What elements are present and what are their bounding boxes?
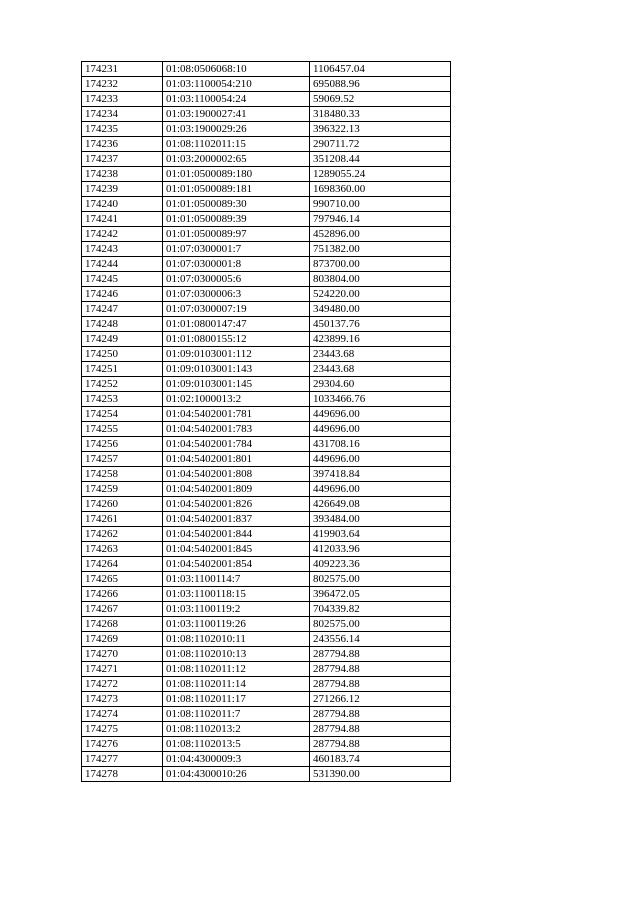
- table-row: [82, 182, 451, 197]
- table-row: [82, 242, 451, 257]
- table-row: [82, 662, 451, 677]
- table-row: [82, 257, 451, 272]
- record-id-cell: 174242: [82, 227, 163, 242]
- cadastral-number-cell: 01:04:5402001:783: [163, 422, 310, 437]
- value-cell: 1289055.24: [310, 167, 451, 182]
- value-cell: 271266.12: [310, 692, 451, 707]
- cadastral-number-cell: 01:04:5402001:784: [163, 437, 310, 452]
- table-row: [82, 317, 451, 332]
- cadastral-number-cell: 01:01:0500089:180: [163, 167, 310, 182]
- cadastral-number-cell: 01:04:5402001:854: [163, 557, 310, 572]
- record-id-cell: 174278: [82, 767, 163, 782]
- record-id-cell: 174245: [82, 272, 163, 287]
- table-row: [82, 752, 451, 767]
- cadastral-number-cell: 01:02:1000013:2: [163, 392, 310, 407]
- cadastral-number-cell: 01:04:4300010:26: [163, 767, 310, 782]
- table-row: [82, 377, 451, 392]
- cadastral-number-cell: 01:03:1900029:26: [163, 122, 310, 137]
- value-cell: 449696.00: [310, 482, 451, 497]
- record-id-cell: 174275: [82, 722, 163, 737]
- cadastral-number-cell: 01:01:0500089:30: [163, 197, 310, 212]
- record-id-cell: 174257: [82, 452, 163, 467]
- value-cell: 449696.00: [310, 452, 451, 467]
- record-id-cell: 174258: [82, 467, 163, 482]
- table-row: [82, 737, 451, 752]
- value-cell: 873700.00: [310, 257, 451, 272]
- cadastral-number-cell: 01:03:2000002:65: [163, 152, 310, 167]
- record-id-cell: 174256: [82, 437, 163, 452]
- record-id-cell: 174243: [82, 242, 163, 257]
- cadastral-number-cell: 01:08:1102011:12: [163, 662, 310, 677]
- value-cell: 751382.00: [310, 242, 451, 257]
- record-id-cell: 174234: [82, 107, 163, 122]
- value-cell: 704339.82: [310, 602, 451, 617]
- record-id-cell: 174273: [82, 692, 163, 707]
- table-row: [82, 122, 451, 137]
- value-cell: 803804.00: [310, 272, 451, 287]
- record-id-cell: 174249: [82, 332, 163, 347]
- record-id-cell: 174241: [82, 212, 163, 227]
- table-row: [82, 512, 451, 527]
- cadastral-number-cell: 01:03:1100114:7: [163, 572, 310, 587]
- value-cell: 397418.84: [310, 467, 451, 482]
- table-row: [82, 407, 451, 422]
- value-cell: 23443.68: [310, 362, 451, 377]
- cadastral-number-cell: 01:01:0800147:47: [163, 317, 310, 332]
- cadastral-number-cell: 01:07:0300001:7: [163, 242, 310, 257]
- value-cell: 450137.76: [310, 317, 451, 332]
- record-id-cell: 174231: [82, 62, 163, 77]
- cadastral-number-cell: 01:01:0800155:12: [163, 332, 310, 347]
- cadastral-number-cell: 01:04:4300009:3: [163, 752, 310, 767]
- cadastral-number-cell: 01:03:1100119:2: [163, 602, 310, 617]
- table-row: [82, 617, 451, 632]
- record-id-cell: 174240: [82, 197, 163, 212]
- cadastral-number-cell: 01:08:1102013:5: [163, 737, 310, 752]
- table-row: [82, 647, 451, 662]
- value-cell: 449696.00: [310, 422, 451, 437]
- table-row: [82, 527, 451, 542]
- table-row: [82, 167, 451, 182]
- cadastral-number-cell: 01:04:5402001:837: [163, 512, 310, 527]
- value-cell: 287794.88: [310, 722, 451, 737]
- value-cell: 419903.64: [310, 527, 451, 542]
- value-cell: 531390.00: [310, 767, 451, 782]
- data-table: [81, 61, 451, 782]
- cadastral-number-cell: 01:08:1102011:14: [163, 677, 310, 692]
- table-row: [82, 452, 451, 467]
- record-id-cell: 174270: [82, 647, 163, 662]
- value-cell: 23443.68: [310, 347, 451, 362]
- cadastral-number-cell: 01:04:5402001:809: [163, 482, 310, 497]
- record-id-cell: 174248: [82, 317, 163, 332]
- cadastral-number-cell: 01:04:5402001:781: [163, 407, 310, 422]
- record-id-cell: 174250: [82, 347, 163, 362]
- table-row: [82, 542, 451, 557]
- record-id-cell: 174255: [82, 422, 163, 437]
- table-row: [82, 632, 451, 647]
- value-cell: 802575.00: [310, 572, 451, 587]
- cadastral-number-cell: 01:09:0103001:112: [163, 347, 310, 362]
- cadastral-number-cell: 01:09:0103001:145: [163, 377, 310, 392]
- value-cell: 396472.05: [310, 587, 451, 602]
- value-cell: 409223.36: [310, 557, 451, 572]
- value-cell: 287794.88: [310, 647, 451, 662]
- record-id-cell: 174276: [82, 737, 163, 752]
- cadastral-number-cell: 01:08:1102011:15: [163, 137, 310, 152]
- table-row: [82, 497, 451, 512]
- record-id-cell: 174238: [82, 167, 163, 182]
- table-row: [82, 287, 451, 302]
- record-id-cell: 174252: [82, 377, 163, 392]
- value-cell: 452896.00: [310, 227, 451, 242]
- table-row: [82, 212, 451, 227]
- value-cell: 990710.00: [310, 197, 451, 212]
- cadastral-number-cell: 01:09:0103001:143: [163, 362, 310, 377]
- value-cell: 1106457.04: [310, 62, 451, 77]
- value-cell: 287794.88: [310, 737, 451, 752]
- table-row: [82, 107, 451, 122]
- table-row: [82, 722, 451, 737]
- record-id-cell: 174251: [82, 362, 163, 377]
- table-row: [82, 707, 451, 722]
- cadastral-number-cell: 01:03:1100054:210: [163, 77, 310, 92]
- record-id-cell: 174236: [82, 137, 163, 152]
- record-id-cell: 174244: [82, 257, 163, 272]
- table-row: [82, 602, 451, 617]
- cadastral-number-cell: 01:01:0500089:39: [163, 212, 310, 227]
- record-id-cell: 174265: [82, 572, 163, 587]
- value-cell: 287794.88: [310, 707, 451, 722]
- cadastral-number-cell: 01:04:5402001:844: [163, 527, 310, 542]
- cadastral-number-cell: 01:01:0500089:181: [163, 182, 310, 197]
- table-row: [82, 467, 451, 482]
- cadastral-number-cell: 01:04:5402001:826: [163, 497, 310, 512]
- table-row: [82, 692, 451, 707]
- record-id-cell: 174266: [82, 587, 163, 602]
- cadastral-number-cell: 01:03:1100118:15: [163, 587, 310, 602]
- table-row: [82, 572, 451, 587]
- table-row: [82, 227, 451, 242]
- record-id-cell: 174269: [82, 632, 163, 647]
- value-cell: 290711.72: [310, 137, 451, 152]
- table-row: [82, 272, 451, 287]
- table-row: [82, 557, 451, 572]
- value-cell: 29304.60: [310, 377, 451, 392]
- cadastral-number-cell: 01:07:0300006:3: [163, 287, 310, 302]
- table-row: [82, 137, 451, 152]
- record-id-cell: 174274: [82, 707, 163, 722]
- value-cell: 423899.16: [310, 332, 451, 347]
- data-table-container: [81, 61, 450, 782]
- table-row: [82, 152, 451, 167]
- value-cell: 349480.00: [310, 302, 451, 317]
- table-row: [82, 332, 451, 347]
- table-row: [82, 677, 451, 692]
- cadastral-number-cell: 01:08:1102010:13: [163, 647, 310, 662]
- table-row: [82, 482, 451, 497]
- cadastral-number-cell: 01:08:1102011:17: [163, 692, 310, 707]
- record-id-cell: 174259: [82, 482, 163, 497]
- table-row: [82, 347, 451, 362]
- value-cell: 318480.33: [310, 107, 451, 122]
- value-cell: 802575.00: [310, 617, 451, 632]
- value-cell: 426649.08: [310, 497, 451, 512]
- value-cell: 695088.96: [310, 77, 451, 92]
- cadastral-number-cell: 01:08:1102011:7: [163, 707, 310, 722]
- record-id-cell: 174261: [82, 512, 163, 527]
- record-id-cell: 174271: [82, 662, 163, 677]
- value-cell: 396322.13: [310, 122, 451, 137]
- record-id-cell: 174235: [82, 122, 163, 137]
- table-row: [82, 362, 451, 377]
- table-row: [82, 392, 451, 407]
- record-id-cell: 174254: [82, 407, 163, 422]
- table-row: [82, 92, 451, 107]
- table-row: [82, 77, 451, 92]
- value-cell: 351208.44: [310, 152, 451, 167]
- value-cell: 412033.96: [310, 542, 451, 557]
- record-id-cell: 174247: [82, 302, 163, 317]
- cadastral-number-cell: 01:01:0500089:97: [163, 227, 310, 242]
- cadastral-number-cell: 01:04:5402001:801: [163, 452, 310, 467]
- record-id-cell: 174232: [82, 77, 163, 92]
- record-id-cell: 174233: [82, 92, 163, 107]
- cadastral-number-cell: 01:08:0506068:10: [163, 62, 310, 77]
- cadastral-number-cell: 01:03:1900027:41: [163, 107, 310, 122]
- cadastral-number-cell: 01:03:1100119:26: [163, 617, 310, 632]
- record-id-cell: 174267: [82, 602, 163, 617]
- value-cell: 797946.14: [310, 212, 451, 227]
- record-id-cell: 174263: [82, 542, 163, 557]
- table-row: [82, 62, 451, 77]
- value-cell: 287794.88: [310, 677, 451, 692]
- value-cell: 1698360.00: [310, 182, 451, 197]
- cadastral-number-cell: 01:04:5402001:845: [163, 542, 310, 557]
- cadastral-number-cell: 01:08:1102010:11: [163, 632, 310, 647]
- cadastral-number-cell: 01:04:5402001:808: [163, 467, 310, 482]
- record-id-cell: 174268: [82, 617, 163, 632]
- record-id-cell: 174253: [82, 392, 163, 407]
- value-cell: 460183.74: [310, 752, 451, 767]
- table-row: [82, 197, 451, 212]
- table-row: [82, 767, 451, 782]
- value-cell: 431708.16: [310, 437, 451, 452]
- record-id-cell: 174277: [82, 752, 163, 767]
- cadastral-number-cell: 01:07:0300001:8: [163, 257, 310, 272]
- cadastral-number-cell: 01:07:0300005:6: [163, 272, 310, 287]
- table-row: [82, 422, 451, 437]
- table-body: [82, 62, 451, 782]
- cadastral-number-cell: 01:07:0300007:19: [163, 302, 310, 317]
- value-cell: 1033466.76: [310, 392, 451, 407]
- record-id-cell: 174264: [82, 557, 163, 572]
- record-id-cell: 174246: [82, 287, 163, 302]
- value-cell: 59069.52: [310, 92, 451, 107]
- record-id-cell: 174260: [82, 497, 163, 512]
- cadastral-number-cell: 01:08:1102013:2: [163, 722, 310, 737]
- table-row: [82, 302, 451, 317]
- cadastral-number-cell: 01:03:1100054:24: [163, 92, 310, 107]
- value-cell: 243556.14: [310, 632, 451, 647]
- record-id-cell: 174237: [82, 152, 163, 167]
- record-id-cell: 174272: [82, 677, 163, 692]
- value-cell: 449696.00: [310, 407, 451, 422]
- record-id-cell: 174262: [82, 527, 163, 542]
- table-row: [82, 437, 451, 452]
- table-row: [82, 587, 451, 602]
- value-cell: 287794.88: [310, 662, 451, 677]
- record-id-cell: 174239: [82, 182, 163, 197]
- value-cell: 524220.00: [310, 287, 451, 302]
- value-cell: 393484.00: [310, 512, 451, 527]
